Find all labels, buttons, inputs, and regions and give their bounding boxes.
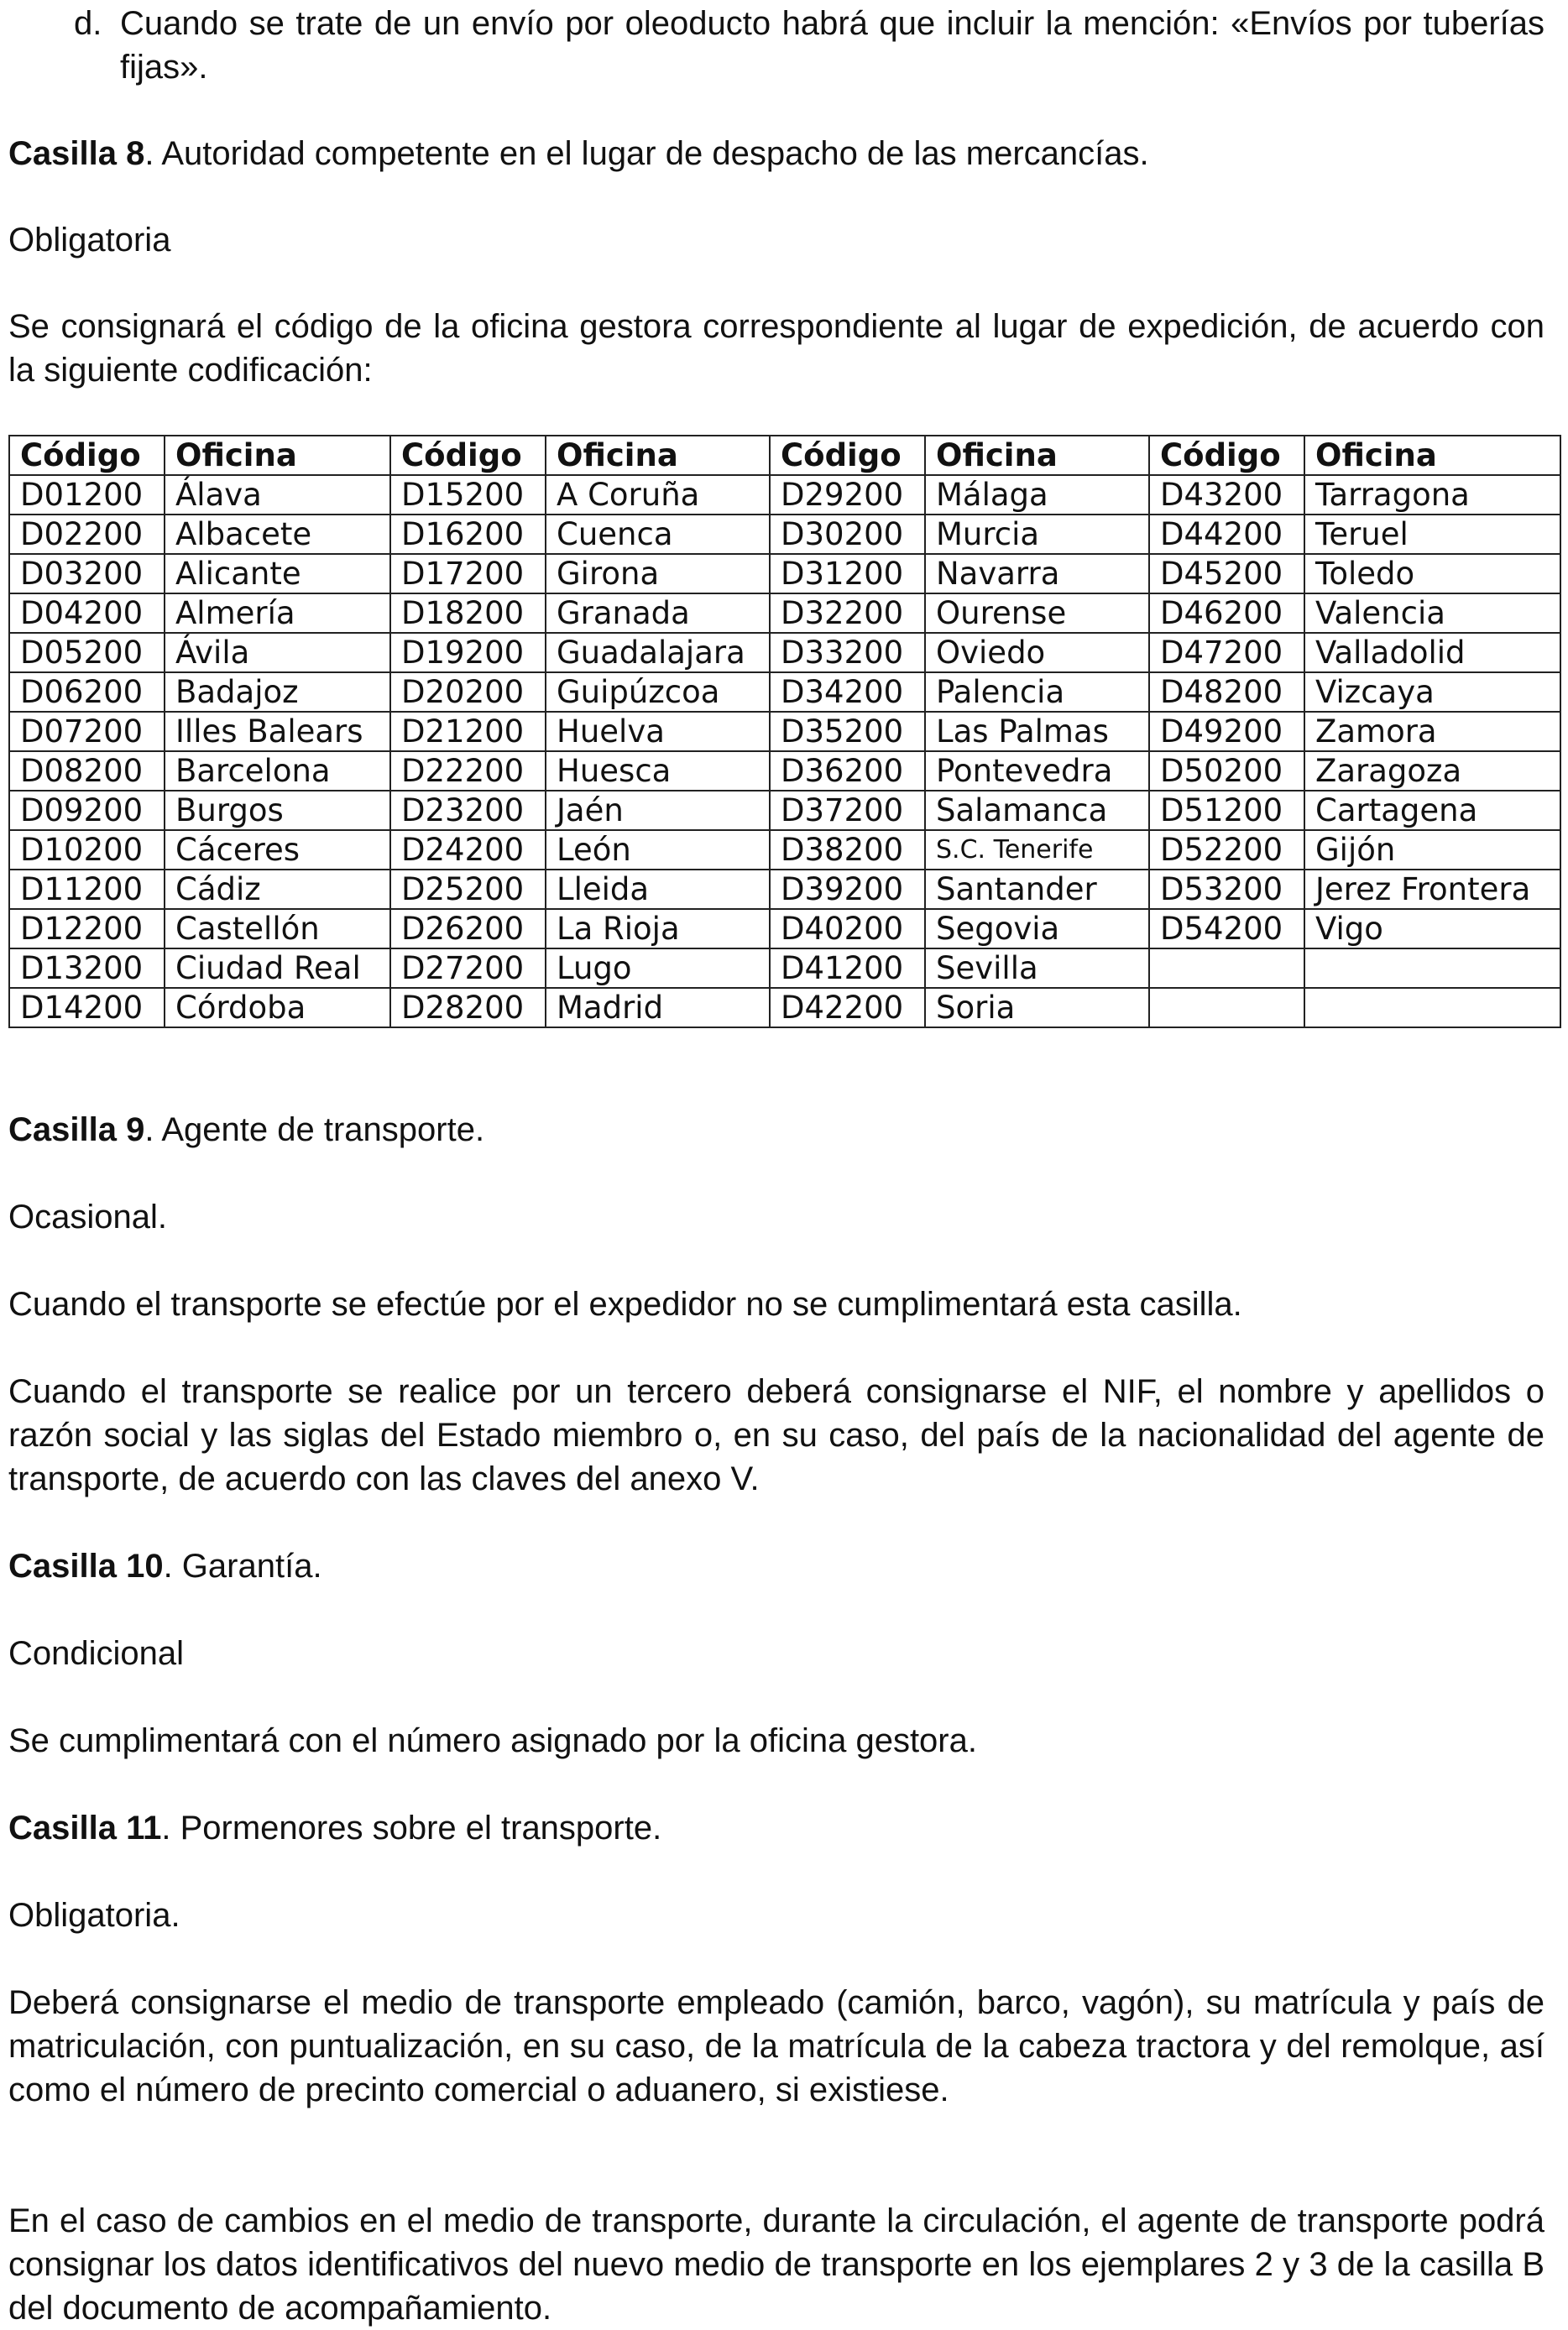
office-cell: Segovia xyxy=(925,909,1149,948)
code-cell: D08200 xyxy=(9,751,165,791)
table-header-row xyxy=(9,436,1560,475)
office-cell: Málaga xyxy=(925,475,1149,515)
code-cell: D35200 xyxy=(770,712,925,751)
code-cell: D20200 xyxy=(390,672,546,712)
office-cell: Valencia xyxy=(1304,593,1560,633)
code-cell: D40200 xyxy=(770,909,925,948)
casilla10-heading xyxy=(8,1544,322,1588)
office-cell: Palencia xyxy=(925,672,1149,712)
column-header: Código xyxy=(1149,436,1304,475)
office-cell: Tarragona xyxy=(1304,475,1560,515)
code-cell: D53200 xyxy=(1149,870,1304,909)
office-cell: Burgos xyxy=(165,791,390,830)
casilla9-paragraph-2: Cuando el transporte se realice por un tercero deberá consignarse el NIF, el nombre y apellidos o razón social y las siglas del Estado miembro o, en su caso, del país de la nacionalidad del agente de transporte, de acuerdo con las claves del anexo V. xyxy=(8,1373,1544,1497)
table-row xyxy=(9,515,1560,554)
code-cell: D15200 xyxy=(390,475,546,515)
office-cell: Ávila xyxy=(165,633,390,672)
casilla8-label: Casilla 8 xyxy=(8,135,145,172)
office-cell: Navarra xyxy=(925,554,1149,593)
office-cell: Guipúzcoa xyxy=(546,672,770,712)
code-cell: D13200 xyxy=(9,948,165,988)
casilla8-description: Se consignará el código de la oficina gestora correspondiente al lugar de expedición, de acuerdo con la siguiente codificación: xyxy=(8,308,1544,389)
table-row xyxy=(9,672,1560,712)
code-cell: D01200 xyxy=(9,475,165,515)
office-cell: Cartagena xyxy=(1304,791,1560,830)
office-cell: Zaragoza xyxy=(1304,751,1560,791)
casilla11-title: . Pormenores sobre el transporte. xyxy=(161,1810,662,1847)
code-cell: D21200 xyxy=(390,712,546,751)
casilla10-paragraph-1: Se cumplimentará con el número asignado por la oficina gestora. xyxy=(8,1722,977,1759)
office-cell: Pontevedra xyxy=(925,751,1149,791)
code-cell: D07200 xyxy=(9,712,165,751)
code-cell: D09200 xyxy=(9,791,165,830)
code-cell: D14200 xyxy=(9,988,165,1027)
code-cell: D39200 xyxy=(770,870,925,909)
code-cell: D51200 xyxy=(1149,791,1304,830)
code-cell: D26200 xyxy=(390,909,546,948)
casilla9-label: Casilla 9 xyxy=(8,1111,145,1148)
code-cell: D16200 xyxy=(390,515,546,554)
code-cell xyxy=(1149,988,1304,1027)
office-cell xyxy=(1304,988,1560,1027)
office-cell: Salamanca xyxy=(925,791,1149,830)
office-cell: Granada xyxy=(546,593,770,633)
office-cell: Huesca xyxy=(546,751,770,791)
office-cell: Cádiz xyxy=(165,870,390,909)
casilla11-paragraph-1: Deberá consignarse el medio de transporte empleado (camión, barco, vagón), su matrícula y país de matriculación, con puntualización, en su caso, de la matrícula de la cabeza tractora y del remolque, así como el número de precinto comercial o aduanero, si existiese. xyxy=(8,1984,1544,2108)
table-row xyxy=(9,948,1560,988)
office-cell: A Coruña xyxy=(546,475,770,515)
table-row xyxy=(9,633,1560,672)
office-codes-table xyxy=(8,435,1561,1028)
office-cell: Vizcaya xyxy=(1304,672,1560,712)
code-cell: D44200 xyxy=(1149,515,1304,554)
office-cell: Las Palmas xyxy=(925,712,1149,751)
code-cell: D50200 xyxy=(1149,751,1304,791)
column-header: Oficina xyxy=(546,436,770,475)
code-cell: D41200 xyxy=(770,948,925,988)
table-row xyxy=(9,593,1560,633)
table-row xyxy=(9,751,1560,791)
code-cell: D37200 xyxy=(770,791,925,830)
code-cell: D49200 xyxy=(1149,712,1304,751)
casilla9-title: . Agente de transporte. xyxy=(144,1111,485,1148)
office-cell: Córdoba xyxy=(165,988,390,1027)
casilla11-status: Obligatoria. xyxy=(8,1897,180,1934)
code-cell: D42200 xyxy=(770,988,925,1027)
office-cell: Cáceres xyxy=(165,830,390,870)
office-cell: Teruel xyxy=(1304,515,1560,554)
code-cell: D36200 xyxy=(770,751,925,791)
table-row xyxy=(9,988,1560,1027)
office-cell: Oviedo xyxy=(925,633,1149,672)
office-cell: Guadalajara xyxy=(546,633,770,672)
list-item-text: Cuando se trate de un envío por oleoducto habrá que incluir la mención: «Envíos por tuberías fijas». xyxy=(120,5,1544,86)
list-item-label: d. xyxy=(74,5,102,42)
code-cell: D34200 xyxy=(770,672,925,712)
code-cell: D48200 xyxy=(1149,672,1304,712)
table-body xyxy=(9,475,1560,1027)
casilla10-status: Condicional xyxy=(8,1635,185,1672)
office-cell: Cuenca xyxy=(546,515,770,554)
office-cell: Sevilla xyxy=(925,948,1149,988)
casilla10-title: . Garantía. xyxy=(163,1548,322,1585)
office-cell: Madrid xyxy=(546,988,770,1027)
column-header: Oficina xyxy=(925,436,1149,475)
code-cell: D54200 xyxy=(1149,909,1304,948)
column-header: Oficina xyxy=(1304,436,1560,475)
office-cell: Ourense xyxy=(925,593,1149,633)
office-cell: Castellón xyxy=(165,909,390,948)
code-cell: D31200 xyxy=(770,554,925,593)
office-cell: Santander xyxy=(925,870,1149,909)
list-item-d xyxy=(8,2,1544,89)
casilla8-title: . Autoridad competente en el lugar de despacho de las mercancías. xyxy=(144,135,1149,172)
office-cell: Albacete xyxy=(165,515,390,554)
office-cell: Jerez Frontera xyxy=(1304,870,1560,909)
casilla8-status: Obligatoria xyxy=(8,222,171,259)
office-cell: Lleida xyxy=(546,870,770,909)
code-cell: D23200 xyxy=(390,791,546,830)
casilla11-paragraph-2: En el caso de cambios en el medio de transporte, durante la circulación, el agente de transporte podrá consignar los datos identificativos del nuevo medio de transporte en los ejemplares 2 y 3 de la casilla B del documento de acompañamiento. xyxy=(8,2202,1544,2327)
table-row xyxy=(9,554,1560,593)
code-cell: D03200 xyxy=(9,554,165,593)
code-cell xyxy=(1149,948,1304,988)
casilla8-heading xyxy=(8,132,1149,175)
column-header: Oficina xyxy=(165,436,390,475)
table-row xyxy=(9,909,1560,948)
code-cell: D02200 xyxy=(9,515,165,554)
office-cell: León xyxy=(546,830,770,870)
code-cell: D18200 xyxy=(390,593,546,633)
code-cell: D24200 xyxy=(390,830,546,870)
code-cell: D30200 xyxy=(770,515,925,554)
code-cell: D32200 xyxy=(770,593,925,633)
code-cell: D05200 xyxy=(9,633,165,672)
table-row xyxy=(9,870,1560,909)
office-cell: Illes Balears xyxy=(165,712,390,751)
code-cell: D19200 xyxy=(390,633,546,672)
code-cell: D28200 xyxy=(390,988,546,1027)
code-cell: D04200 xyxy=(9,593,165,633)
document-page xyxy=(8,0,1560,2330)
table-row xyxy=(9,791,1560,830)
office-cell: Vigo xyxy=(1304,909,1560,948)
office-cell: Almería xyxy=(165,593,390,633)
code-cell: D47200 xyxy=(1149,633,1304,672)
office-cell: Álava xyxy=(165,475,390,515)
casilla9-status: Ocasional. xyxy=(8,1199,167,1236)
code-cell: D22200 xyxy=(390,751,546,791)
code-cell: D45200 xyxy=(1149,554,1304,593)
office-cell: Barcelona xyxy=(165,751,390,791)
office-cell: Lugo xyxy=(546,948,770,988)
table-row xyxy=(9,830,1560,870)
code-cell: D27200 xyxy=(390,948,546,988)
office-cell: Badajoz xyxy=(165,672,390,712)
code-cell: D25200 xyxy=(390,870,546,909)
casilla11-heading xyxy=(8,1806,661,1850)
office-cell: Huelva xyxy=(546,712,770,751)
office-cell: Girona xyxy=(546,554,770,593)
office-cell: Murcia xyxy=(925,515,1149,554)
code-cell: D12200 xyxy=(9,909,165,948)
code-cell: D43200 xyxy=(1149,475,1304,515)
office-cell: La Rioja xyxy=(546,909,770,948)
code-cell: D10200 xyxy=(9,830,165,870)
office-cell: Gijón xyxy=(1304,830,1560,870)
code-cell: D17200 xyxy=(390,554,546,593)
code-cell: D33200 xyxy=(770,633,925,672)
office-cell: Soria xyxy=(925,988,1149,1027)
office-cell: S.C. Tenerife xyxy=(925,830,1149,870)
code-cell: D29200 xyxy=(770,475,925,515)
casilla11-label: Casilla 11 xyxy=(8,1810,162,1847)
code-cell: D06200 xyxy=(9,672,165,712)
office-cell: Zamora xyxy=(1304,712,1560,751)
office-cell: Toledo xyxy=(1304,554,1560,593)
office-cell: Jaén xyxy=(546,791,770,830)
table-row xyxy=(9,475,1560,515)
office-cell: Alicante xyxy=(165,554,390,593)
casilla9-heading xyxy=(8,1108,484,1152)
code-cell: D46200 xyxy=(1149,593,1304,633)
office-cell: Ciudad Real xyxy=(165,948,390,988)
casilla9-paragraph-1: Cuando el transporte se efectúe por el expedidor no se cumplimentará esta casilla. xyxy=(8,1286,1242,1323)
table-row xyxy=(9,712,1560,751)
office-cell xyxy=(1304,948,1560,988)
code-cell: D11200 xyxy=(9,870,165,909)
code-cell: D52200 xyxy=(1149,830,1304,870)
code-cell: D38200 xyxy=(770,830,925,870)
column-header: Código xyxy=(390,436,546,475)
office-cell: Valladolid xyxy=(1304,633,1560,672)
column-header: Código xyxy=(9,436,165,475)
column-header: Código xyxy=(770,436,925,475)
casilla10-label: Casilla 10 xyxy=(8,1548,164,1585)
